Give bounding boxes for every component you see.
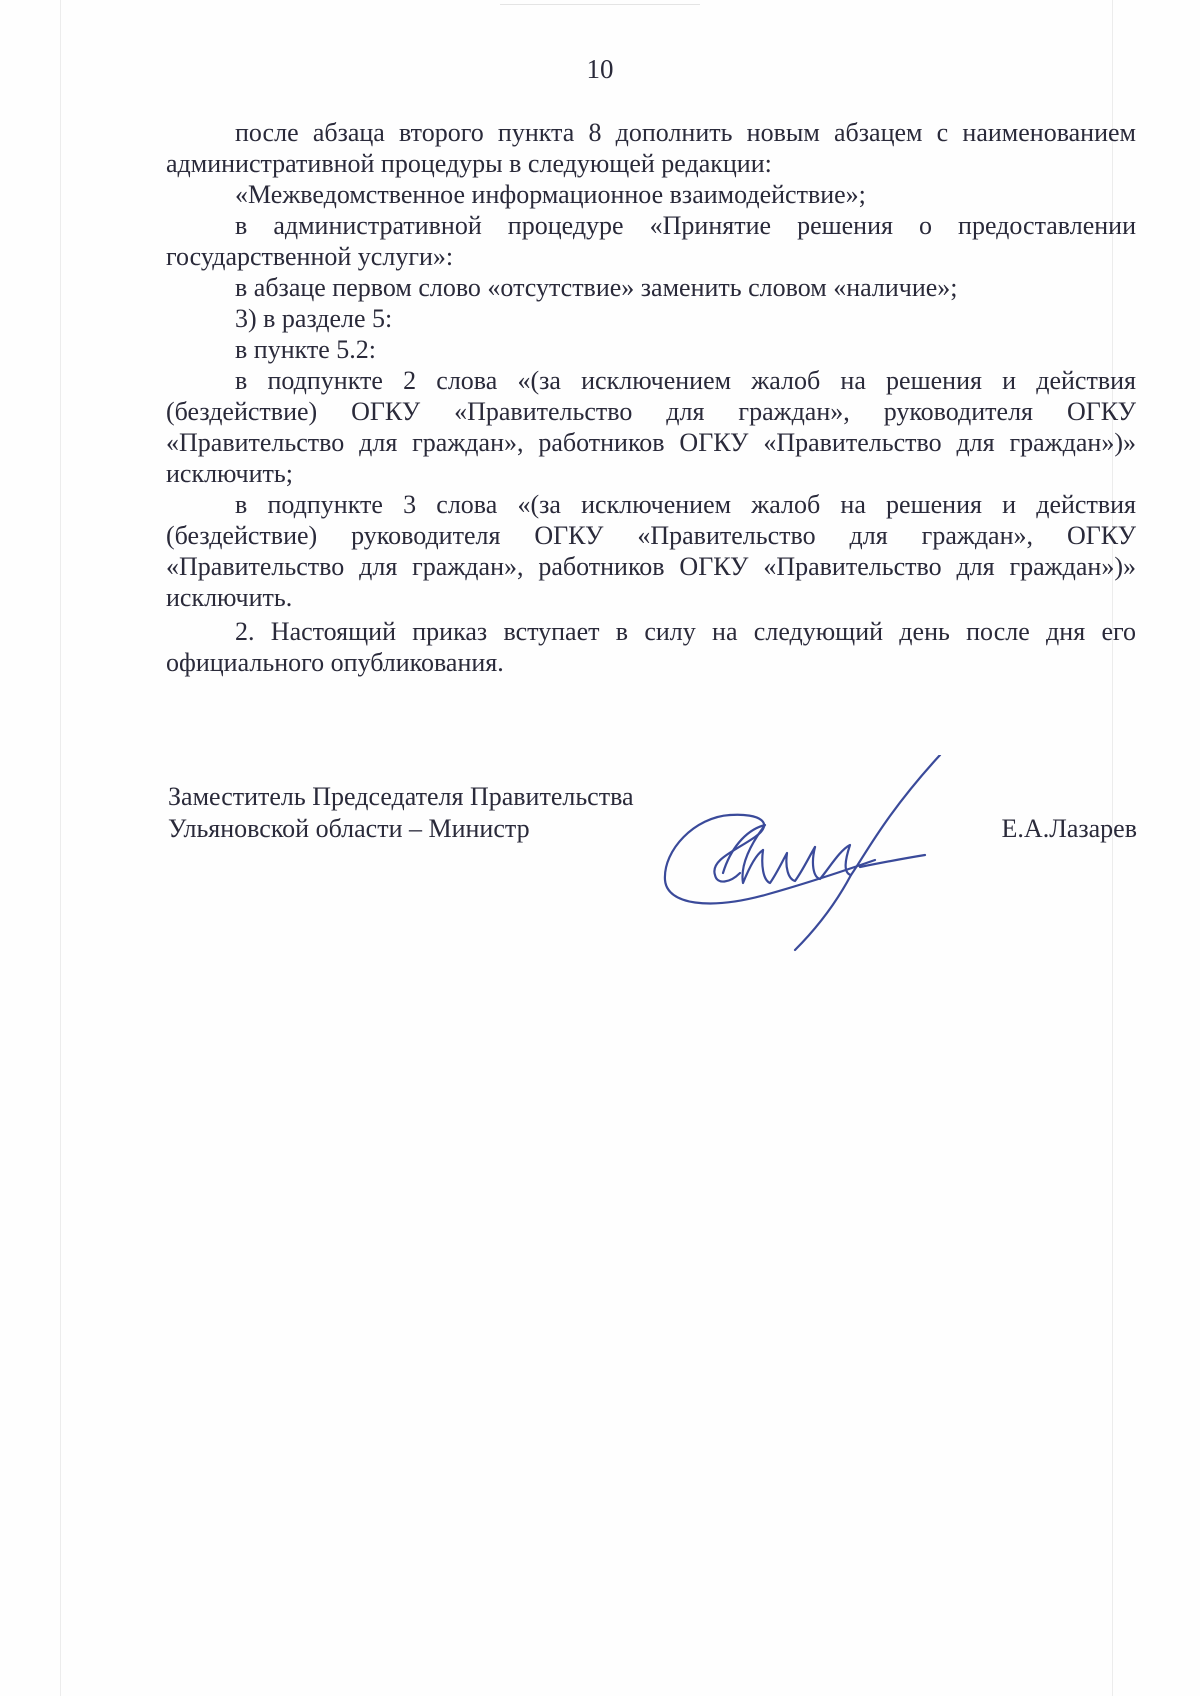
paragraph: 2. Настоящий приказ вступает в силу на следующий день после дня его официального опубликования. <box>166 617 1136 677</box>
paragraph: в административной процедуре «Принятие решения о предоставлении государственной услуги»: <box>166 211 1136 271</box>
scan-artifact-top <box>500 4 700 5</box>
document-body <box>166 117 1136 678</box>
signatory-position-line2: Ульяновской области – Министр <box>168 814 530 843</box>
paragraph: в пункте 5.2: <box>235 335 377 364</box>
paragraph: в подпункте 2 слова «(за исключением жалоб на решения и действия (бездействие) ОГКУ «Правительство для граждан», руководителя ОГКУ «Правительство для граждан», работников ОГКУ «Правительство для граждан»)» исключить; <box>166 366 1136 488</box>
paragraph: «Межведомственное информационное взаимодействие»; <box>235 180 866 209</box>
paragraph: в подпункте 3 слова «(за исключением жалоб на решения и действия (бездействие) руководителя ОГКУ «Правительство для граждан», ОГКУ «Правительство для граждан», работников ОГКУ «Правительство для граждан»)» исключить. <box>166 490 1136 612</box>
paragraph: в абзаце первом слово «отсутствие» заменить словом «наличие»; <box>235 273 958 302</box>
signatory-position <box>168 781 634 845</box>
signatory-name: Е.А.Лазарев <box>1001 814 1137 843</box>
page-number: 10 <box>586 54 614 84</box>
paragraph: после абзаца второго пункта 8 дополнить новым абзацем с наименованием административной процедуры в следующей редакции: <box>166 118 1136 178</box>
signatory-position-line1: Заместитель Председателя Правительства <box>168 782 634 811</box>
paragraph: 3) в разделе 5: <box>235 304 393 333</box>
handwritten-signature <box>655 755 995 955</box>
scan-artifact-left <box>60 0 61 1696</box>
